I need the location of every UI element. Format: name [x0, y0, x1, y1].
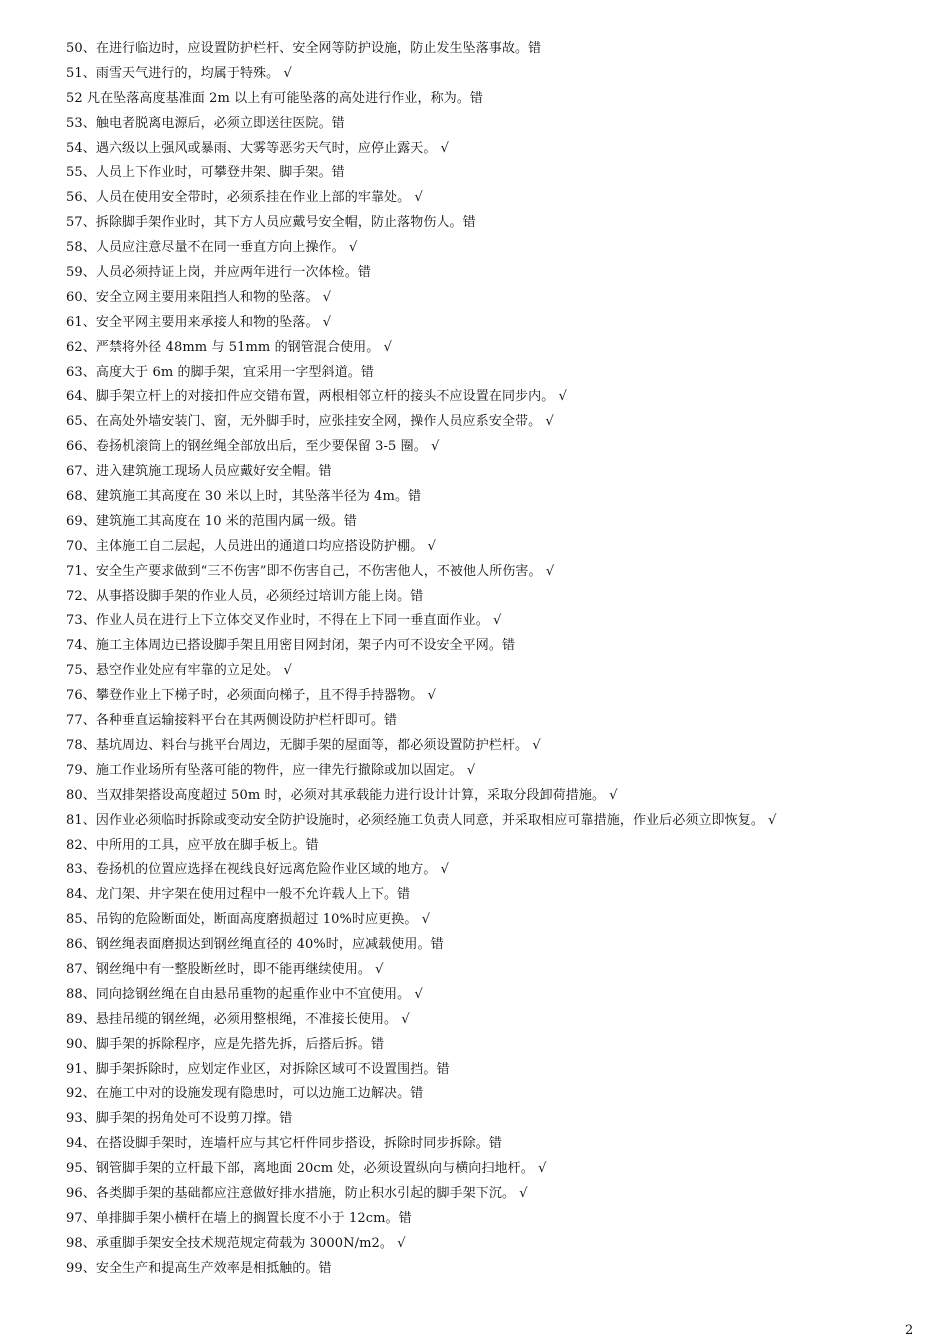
list-item: 63、高度大于 6m 的脚手架，宜采用一字型斜道。错 — [66, 364, 375, 380]
list-item: 93、脚手架的拐角处可不设剪刀撑。错 — [66, 1111, 293, 1127]
list-item: 78、基坑周边、料台与挑平台周边，无脚手架的屋面等，都必须设置防护栏杆。 √ — [66, 737, 541, 753]
list-item: 60、安全立网主要用来阻挡人和物的坠落。 √ — [66, 289, 332, 305]
list-item: 80、当双排架搭设高度超过 50m 时，必须对其承载能力进行设计计算，采取分段卸荷措施。 √ — [66, 787, 618, 803]
list-item: 69、建筑施工其高度在 10 米的范围内属一级。错 — [66, 513, 357, 529]
list-item: 88、同向捻钢丝绳在自由悬吊重物的起重作业中不宜使用。 √ — [66, 986, 423, 1002]
list-item: 94、在搭设脚手架时，连墙杆应与其它杆件同步搭设，拆除时同步拆除。错 — [66, 1136, 502, 1152]
list-item: 99、安全生产和提高生产效率是相抵触的。错 — [66, 1260, 332, 1276]
list-item: 57、拆除脚手架作业时，其下方人员应戴号安全帽，防止落物伤人。错 — [66, 215, 476, 231]
question-list — [66, 37, 926, 1282]
list-item: 67、进入建筑施工现场人员应戴好安全帽。错 — [66, 464, 332, 480]
list-item: 77、各种垂直运输接料平台在其两侧设防护栏杆即可。错 — [66, 713, 398, 729]
list-item: 79、施工作业场所有坠落可能的物件，应一律先行撤除或加以固定。 √ — [66, 762, 476, 778]
list-item: 68、建筑施工其高度在 30 米以上时，其坠落半径为 4m。错 — [66, 489, 422, 505]
list-item: 75、悬空作业处应有牢靠的立足处。 √ — [66, 663, 292, 679]
list-item: 64、脚手架立杆上的对接扣件应交错布置，两根相邻立杆的接头不应设置在同步内。 √ — [66, 389, 567, 405]
list-item: 70、主体施工自二层起，人员进出的通道口均应搭设防护棚。 √ — [66, 538, 436, 554]
page-number: 2 — [905, 1323, 914, 1338]
list-item: 86、钢丝绳表面磨损达到钢丝绳直径的 40%时，应减载使用。错 — [66, 937, 444, 953]
list-item: 87、钢丝绳中有一整股断丝时，即不能再继续使用。 √ — [66, 961, 384, 977]
list-item: 54、遇六级以上强风或暴雨、大雾等恶劣天气时，应停止露天。 √ — [66, 140, 450, 156]
list-item: 52 凡在坠落高度基准面 2m 以上有可能坠落的高处进行作业，称为。错 — [66, 90, 484, 106]
list-item: 56、人员在使用安全带时，必须系挂在作业上部的牢靠处。 √ — [66, 190, 423, 206]
list-item: 85、吊钩的危险断面处，断面高度磨损超过 10%时应更换。 √ — [66, 912, 431, 928]
list-item: 81、因作业必须临时拆除或变动安全防护设施时，必须经施工负责人同意，并采取相应可靠措施，作业后必须立即恢复。 √ — [66, 812, 777, 828]
list-item: 90、脚手架的拆除程序，应是先搭先拆，后搭后拆。错 — [66, 1036, 385, 1052]
list-item: 84、龙门架、井字架在使用过程中一般不允许载人上下。错 — [66, 887, 411, 903]
list-item: 83、卷扬机的位置应选择在视线良好远离危险作业区域的地方。 √ — [66, 862, 450, 878]
list-item: 98、承重脚手架安全技术规范规定荷载为 3000N/m2。 √ — [66, 1235, 406, 1251]
list-item: 66、卷扬机滚筒上的钢丝绳全部放出后，至少要保留 3-5 圈。 √ — [66, 439, 440, 455]
list-item: 76、攀登作业上下梯子时，必须面向梯子，且不得手持器物。 √ — [66, 688, 436, 704]
list-item: 59、人员必须持证上岗，并应两年进行一次体检。错 — [66, 265, 371, 281]
list-item: 50、在进行临边时，应设置防护栏杆、安全网等防护设施，防止发生坠落事故。错 — [66, 41, 542, 56]
list-item: 53、触电者脱离电源后，必须立即送往医院。错 — [66, 115, 345, 131]
list-item: 97、单排脚手架小横杆在墙上的搁置长度不小于 12cm。错 — [66, 1210, 412, 1226]
list-item: 96、各类脚手架的基础都应注意做好排水措施，防止积水引起的脚手架下沉。 √ — [66, 1185, 528, 1201]
list-item: 73、作业人员在进行上下立体交叉作业时，不得在上下同一垂直面作业。 √ — [66, 613, 502, 629]
list-item: 58、人员应注意尽量不在同一垂直方向上操作。 √ — [66, 240, 358, 256]
list-item: 74、施工主体周边已搭设脚手架且用密目网封闭，架子内可不设安全平网。错 — [66, 638, 516, 654]
list-item: 91、脚手架拆除时，应划定作业区，对拆除区域可不设置围挡。错 — [66, 1061, 450, 1077]
list-item: 95、钢管脚手架的立杆最下部，离地面 20cm 处，必须设置纵向与横向扫地杆。 √ — [66, 1161, 547, 1177]
list-item: 71、安全生产要求做到“三不伤害”即不伤害自己，不伤害他人，不被他人所伤害。 √ — [66, 563, 555, 579]
list-item: 62、严禁将外径 48mm 与 51mm 的钢管混合使用。 √ — [66, 339, 392, 355]
list-item: 92、在施工中对的设施发现有隐患时，可以边施工边解决。错 — [66, 1086, 424, 1102]
list-item: 72、从事搭设脚手架的作业人员，必须经过培训方能上岗。错 — [66, 588, 424, 604]
list-item: 82、中所用的工具，应平放在脚手板上。错 — [66, 837, 319, 853]
list-item: 65、在高处外墙安装门、窗，无外脚手时，应张挂安全网，操作人员应系安全带。 √ — [66, 414, 554, 430]
list-item: 51、雨雪天气进行的，均属于特殊。 √ — [66, 65, 292, 81]
list-item: 89、悬挂吊缆的钢丝绳，必须用整根绳，不准接长使用。 √ — [66, 1011, 410, 1027]
list-item: 55、人员上下作业时，可攀登井架、脚手架。错 — [66, 165, 345, 181]
list-item: 61、安全平网主要用来承接人和物的坠落。 √ — [66, 314, 332, 330]
